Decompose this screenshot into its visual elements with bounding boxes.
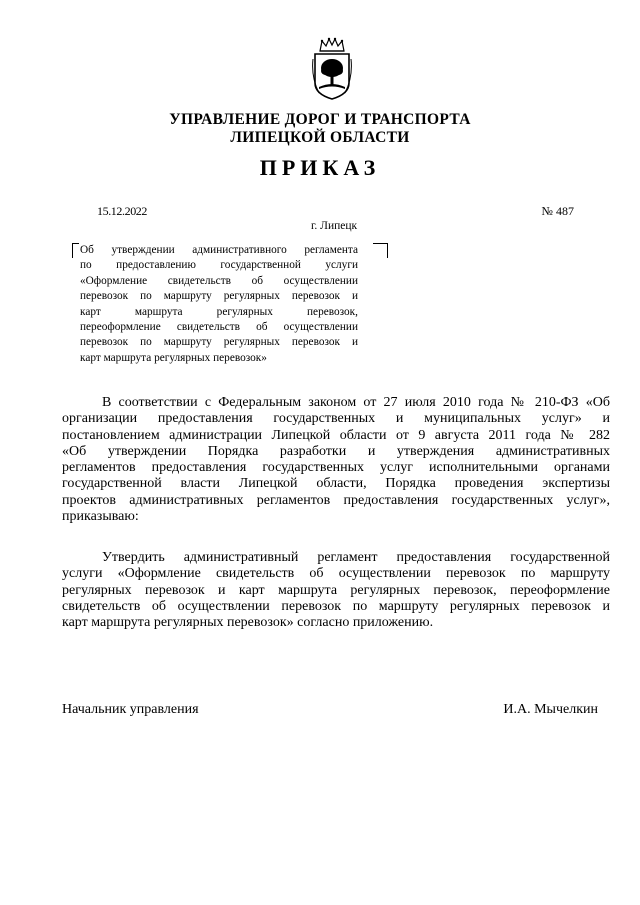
subject-line: карт маршрута регулярных перевозок,: [80, 305, 358, 318]
document-date: 15.12.2022: [97, 204, 148, 218]
paragraph-line: карт маршрута регулярных перевозок» согласно приложению.: [62, 615, 434, 631]
document-subject: [80, 243, 358, 366]
document-city: г. Липецк: [311, 220, 358, 232]
document-type-title: ПРИКАЗ: [259, 155, 381, 180]
subject-line: перевозок по маршруту регулярных перевозок и: [80, 290, 358, 303]
subject-line: карт маршрута регулярных перевозок»: [80, 351, 267, 364]
paragraph-line: государственной власти Липецкой области, Порядка проведения экспертизы: [62, 476, 610, 492]
paragraph-line: регламентов предоставления государственных услуг исполнительными органами: [62, 460, 610, 476]
paragraph-line: организации предоставления государственных и муниципальных услуг» и: [62, 411, 610, 427]
paragraph-line: постановлением администрации Липецкой области от 9 августа 2011 года № 282: [62, 427, 610, 443]
title-bracket-right: [373, 243, 388, 258]
signatory-position: Начальник управления: [62, 702, 199, 717]
document-number: № 487: [541, 204, 574, 218]
paragraph-line: свидетельств об осуществлении перевозок по маршруту регулярных перевозок и: [62, 598, 610, 614]
title-bracket-left: [72, 243, 79, 258]
body-paragraph-preamble: [62, 395, 610, 525]
paragraph-line: Утвердить административный регламент предоставления государственной: [102, 550, 610, 565]
subject-line: «Оформление свидетельств об осуществлении: [80, 274, 358, 287]
paragraph-line: услуги «Оформление свидетельств об осуществлении перевозок по маршруту: [62, 566, 610, 582]
body-paragraph-order: [62, 550, 610, 631]
subject-line: Об утверждении административного регламента: [80, 244, 358, 256]
subject-line: перевозок по маршруту регулярных перевозок и: [80, 336, 358, 349]
subject-line: переоформление свидетельств об осуществлении: [80, 321, 358, 334]
paragraph-line: «Об утверждении Порядка разработки и утверждения административных: [62, 443, 610, 459]
organization-name-line2: ЛИПЕЦКОЙ ОБЛАСТИ: [230, 129, 410, 146]
subject-line: по предоставлению государственной услуги: [80, 259, 358, 272]
paragraph-line: регулярных перевозок и карт маршрута регулярных перевозок, переоформление: [62, 582, 610, 598]
organization-name-line1: УПРАВЛЕНИЕ ДОРОГ И ТРАНСПОРТА: [169, 111, 471, 128]
paragraph-line: приказываю:: [62, 509, 139, 525]
paragraph-line: проектов административных регламентов предоставления государственных услуг»,: [62, 492, 610, 508]
lipetsk-coat-of-arms-icon: [311, 37, 353, 101]
signatory-name: И.А. Мычелкин: [503, 702, 598, 717]
paragraph-line: В соответствии с Федеральным законом от 27 июля 2010 года № 210-ФЗ «Об: [102, 395, 610, 410]
